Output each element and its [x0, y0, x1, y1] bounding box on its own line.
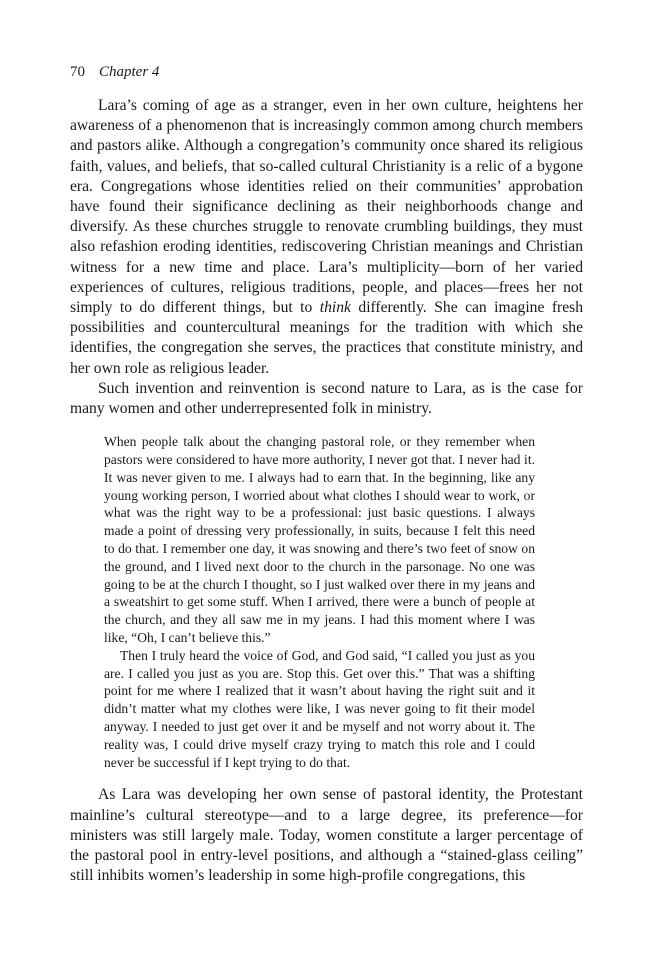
page-number: 70	[70, 64, 85, 80]
quote-paragraph-1: When people talk about the changing pastoral role, or they remember when pastors were considered to have more authority, I never got that. I never had it. It was never given to me. I always had to earn that. In the beginning, like any young working person, I worried about what clothes I should wear to work, or what was the right way to be a professional: just basic questions. I always made a point of dressing very professionally, in suits, because I felt this need to do that. I remember one day, it was snowing and there’s two feet of snow on the ground, and I lived next door to the church in the parsonage. No one was going to be at the church I thought, so I just walked over there in my jeans and a sweatshirt to get some stuff. When I arrived, there were a bunch of people at the church, and they all saw me in my jeans. I had this moment where I was like, “Oh, I can’t believe this.”	[104, 434, 535, 646]
body-paragraph-1	[70, 96, 583, 379]
paragraph-1-text: Lara’s coming of age as a stranger, even in her own culture, heightens her awareness of a phenomenon that is increasingly common among church members and pastors alike. Although a congregation’s community once shared its religious faith, values, and beliefs, that so-called cultural Christianity is a relic of a bygone era. Congregations whose identities relied on their communities’ approbation have found their significance declining as their neighborhoods change and diversify. As these churches struggle to renovate crumbling buildings, they must also refashion eroding identities, rediscovering Christian meanings and Christian witness for a new time and place. Lara’s multiplicity—born of her varied experiences of cultures, religious traditions, people, and places—frees her not simply to do different things, but to	[70, 97, 583, 317]
quote-paragraph-2: Then I truly heard the voice of God, and God said, “I called you just as you are. I called you just as you are. Stop this. Get over this.” That was a shifting point for me where I realized that it wasn’t about having the right suit and it didn’t matter what my clothes were like, I was never going to fit their model anyway. I needed to just get over it and be myself and not worry about it. The reality was, I could drive myself crazy trying to match this role and I could never be successful if I kept trying to do that.	[104, 647, 535, 770]
chapter-title: Chapter 4	[99, 64, 160, 80]
paragraph-1-emphasis: think	[319, 299, 351, 317]
paragraph-1-end: differently. She can imagine fresh possibilities and countercultural meanings for the tradition with which she identifies, the congregation she serves, the practices that constitute ministry, and her own role as religious leader.	[70, 299, 583, 377]
running-head	[70, 62, 583, 82]
body-paragraph-3: As Lara was developing her own sense of pastoral identity, the Protestant mainline’s cultural stereotype—and to a large degree, its preference—for ministers was still largely male. Today, women constitute a larger percentage of the pastoral pool in entry-level positions, and although a “stained-glass ceiling” still inhibits women’s leadership in some high-profile congregations, this	[70, 786, 583, 885]
body-paragraph-2: Such invention and reinvention is second nature to Lara, as is the case for many women and other underrepresented folk in ministry.	[70, 379, 583, 418]
block-quote	[104, 433, 535, 771]
book-page	[70, 62, 583, 886]
